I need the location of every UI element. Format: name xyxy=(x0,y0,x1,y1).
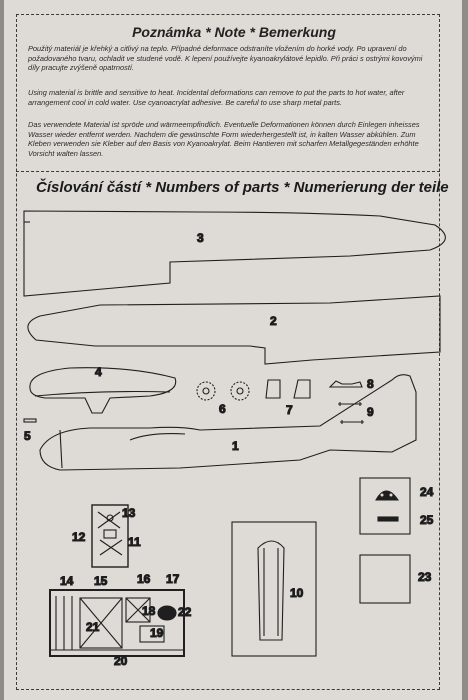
note-title: Poznámka * Note * Bemerkung xyxy=(132,24,336,40)
part-2-wing xyxy=(28,296,440,364)
part-9-struts xyxy=(338,402,364,424)
part-22-panel xyxy=(158,606,176,620)
part-5-pin xyxy=(24,419,36,422)
part-label-19: 19 xyxy=(150,626,164,640)
part-4-tailplane xyxy=(30,368,176,413)
parts-24-25-frame xyxy=(360,478,410,534)
part-label-7: 7 xyxy=(286,403,293,417)
part-label-3: 3 xyxy=(197,231,204,245)
part-label-6: 6 xyxy=(219,402,226,416)
part-label-9: 9 xyxy=(367,405,374,419)
part-label-1: 1 xyxy=(232,439,239,453)
part-label-17: 17 xyxy=(166,572,180,586)
part-7-canopy-parts xyxy=(266,380,310,398)
part-3-wing xyxy=(24,211,445,296)
note-german: Das verwendete Material ist spröde und wärmeempfindlich. Eventuelle Deformationen können durch Einlegen inheisses Wasser wieder entfernt werden. Nachdem die gewünschte Form wiederhergestellt ist, in kalten Wasser abkühlen. Zum Kleben verwenden sie Kleber auf den Basis von Kyanoakrylat. Beim Hantieren mit scharfen Metallgegeständen erhöhte Vorsicht walten lassen. xyxy=(28,120,420,158)
part-label-15: 15 xyxy=(94,574,108,588)
part-10-frame xyxy=(232,522,316,656)
part-23-frame xyxy=(360,555,410,603)
part-label-8: 8 xyxy=(367,377,374,391)
part-label-20: 20 xyxy=(114,654,128,668)
part-25-strip xyxy=(378,517,398,521)
part-24-instrument-panel xyxy=(376,491,398,500)
part-6-wheels xyxy=(197,382,249,400)
part-label-11: 11 xyxy=(128,535,141,549)
part-label-5: 5 xyxy=(24,429,31,443)
part-10-cockpit xyxy=(258,541,284,640)
part-label-4: 4 xyxy=(95,365,102,379)
part-8-skid xyxy=(330,381,362,387)
part-label-22: 22 xyxy=(178,605,192,619)
parts-title: Číslování částí * Numbers of parts * Numerierung der teile xyxy=(36,179,449,196)
part-label-10: 10 xyxy=(290,586,304,600)
note-english: Using material is brittle and sensitive to heat. Incidental deformations can remove to put the parts to hot water, after arrangement cool in cold water. Use cyanoacrylat adhesive. Be careful to use sharp metal parts. xyxy=(28,88,405,107)
part-label-21: 21 xyxy=(86,620,100,634)
part-label-23: 23 xyxy=(418,570,432,584)
part-label-25: 25 xyxy=(420,513,434,527)
part-label-2: 2 xyxy=(270,314,277,328)
part-label-24: 24 xyxy=(420,485,434,499)
part-label-13: 13 xyxy=(122,506,136,520)
part-label-18: 18 xyxy=(142,604,156,618)
etch-fret-large xyxy=(50,590,184,656)
part-label-14: 14 xyxy=(60,574,74,588)
part-label-16: 16 xyxy=(137,572,151,586)
note-czech: Použitý materiál je křehký a citlivý na teplo. Případné deformace odstraníte vložením do horké vody. Po upravení do požadovaného tvaru, ochladit ve studené vodě. K lepení používejte kyanoakrylátové lepidlo. Při práci s ostrými kovovými díly pracujte zvýšeně opatrností. xyxy=(28,44,423,73)
part-label-12: 12 xyxy=(72,530,86,544)
